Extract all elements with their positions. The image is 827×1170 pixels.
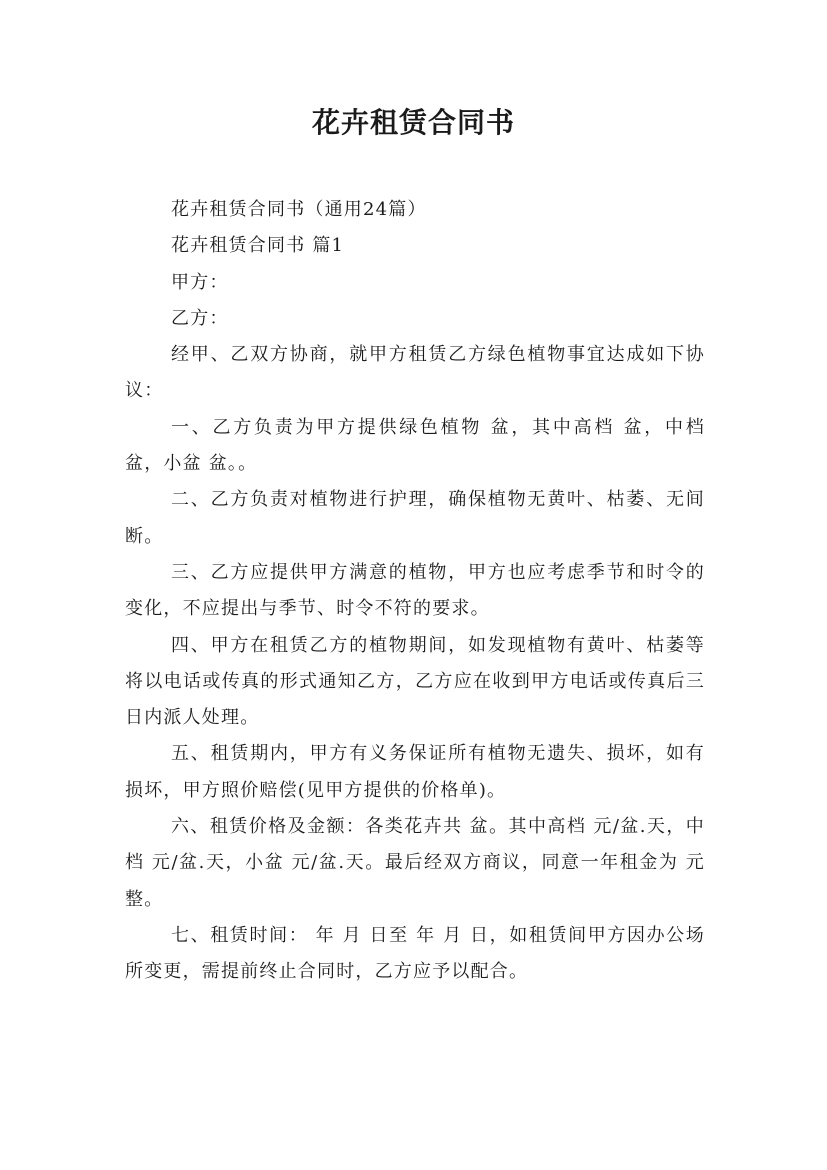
- clause-4: 四、甲方在租赁乙方的植物期间，如发现植物有黄叶、枯萎等将以电话或传真的形式通知乙方，乙方应在收到甲方电话或传真后三日内派人处理。: [125, 634, 705, 729]
- party-a-line: 甲方：: [171, 271, 229, 293]
- party-b-line: 乙方：: [171, 307, 229, 329]
- preamble-paragraph: 经甲、乙双方协商，就甲方租赁乙方绿色植物事宜达成如下协议：: [125, 344, 705, 402]
- clause-3: 三、乙方应提供甲方满意的植物，甲方也应考虑季节和时令的变化，不应提出与季节、时令不符的要求。: [125, 561, 705, 620]
- clause-2: 二、乙方负责对植物进行护理，确保植物无黄叶、枯萎、无间断。: [125, 489, 705, 547]
- clause-7: 七、租赁时间： 年 月 日至 年 月 日，如租赁间甲方因办公场所变更，需提前终止合同时，乙方应予以配合。: [125, 924, 705, 983]
- clause-1: 一、乙方负责为甲方提供绿色植物 盆，其中高档 盆，中档 盆，小盆 盆。。: [125, 416, 705, 475]
- heading-collection: 花卉租赁合同书（通用24篇）: [171, 199, 427, 220]
- document-title: 花卉租赁合同书: [311, 106, 515, 139]
- heading-article-1: 花卉租赁合同书 篇1: [171, 235, 345, 257]
- document-body: [125, 192, 705, 991]
- clause-6: 六、租赁价格及金额：各类花卉共 盆。其中高档 元/盆.天，中档 元/盆.天，小盆 元/盆.天。最后经双方商议，同意一年租金为 元整。: [125, 816, 705, 910]
- clause-5: 五、租赁期内，甲方有义务保证所有植物无遗失、损坏，如有损坏，甲方照价赔偿(见甲方提供的价格单)。: [125, 743, 705, 801]
